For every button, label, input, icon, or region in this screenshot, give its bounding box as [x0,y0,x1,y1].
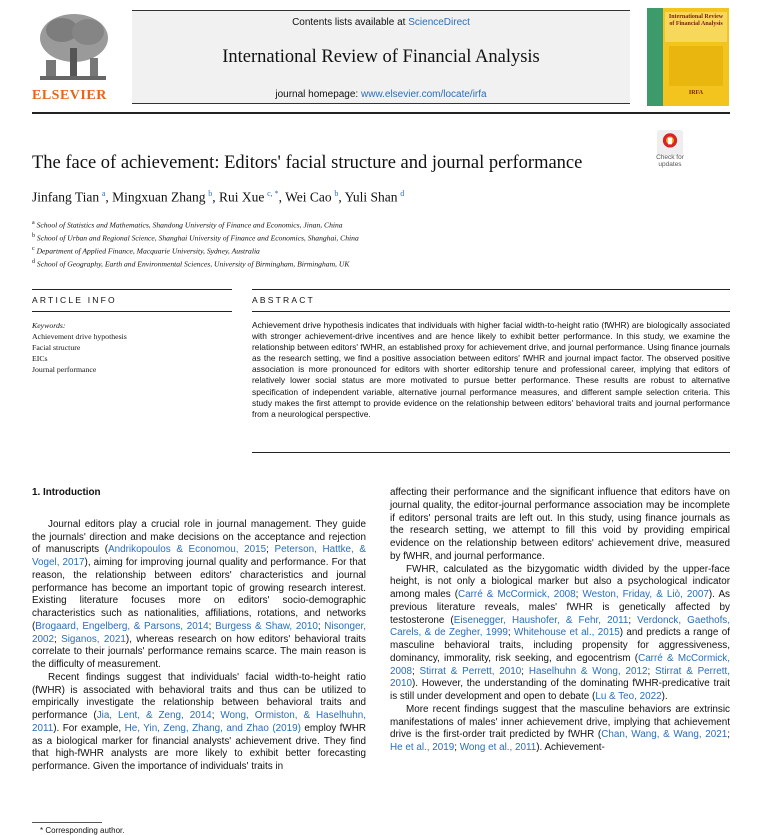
text-run: ; [454,742,460,753]
journal-header [32,8,730,108]
homepage-prefix: journal homepage: [275,89,361,100]
abstract-mid-rule [252,311,730,312]
citation-link[interactable]: Lu & Teo, 2022 [595,691,662,702]
author-affil-mark[interactable]: b [208,189,213,198]
author-affil-mark[interactable]: c, * [267,189,279,198]
check-label-line1: Check for [656,154,684,161]
text-run: ; [628,614,638,626]
text-run: ; [411,665,420,677]
journal-cover [647,8,729,106]
text-run: ; [208,620,216,632]
citation-link[interactable]: Stirrat & Perrett, 2010 [390,665,730,690]
keyword-item: Journal performance [32,365,97,374]
contents-prefix: Contents lists available at [292,17,409,28]
text-run: ; [575,589,583,600]
paragraph: affecting their performance and the significant influence that editors have on journal quality, the editor-journal performance association may be incomplete if editors' personal traits are left out. In this study, using finance journals as the research setting, we attempt to fill this void by providing empirical evidence on the relationship between editors' achievement drive, measured by fWHR, and journal performance. [390,487,730,562]
homepage-link[interactable]: www.elsevier.com/locate/irfa [361,89,487,100]
citation-link[interactable]: Eisenegger, Haushofer, & Fehr, 2011 [453,614,629,626]
citation-link[interactable]: Carré & McCormick, 2008 [458,589,576,600]
citation-link[interactable]: Weston, Friday, & Liò, 2007 [582,589,709,600]
affiliation-item [32,218,359,231]
keyword-item: EICs [32,354,48,363]
affiliation-item [32,244,359,257]
affiliation-mark: a [32,220,35,226]
body-left-column [32,487,366,774]
text-run: ). As previous literature reveals, males' fWHR is genetically affected by testosterone ( [390,589,730,626]
article-info-heading: ARTICLE INFO [32,295,117,305]
info-top-rule [32,289,232,290]
text-run: ) and predicts a range of masculine behavioral traits, including propensity for aggressiveness, dominancy, immorality, risk seeking, and egocentrism ( [390,627,730,664]
citation-link[interactable]: Jia, Lent, & Zeng, 2014 [96,710,212,721]
affiliation-mark: d [32,259,35,266]
citation-link[interactable]: Chan, Wang, & Wang, 2021 [601,729,728,741]
affiliation-text: School of Geography, Earth and Environmental Sciences, University of Birmingham, Birmingham, UK [36,259,350,269]
cover-abbrev: IRFA [688,90,704,96]
paragraph [390,704,730,755]
author-name[interactable]: Wei Cao [285,189,332,205]
citation-link[interactable]: Verdonck, Gaethofs, Carels, & de Zegher, 1999 [390,614,730,639]
text-run: ; [211,710,221,721]
affiliation-mark: b [32,233,35,240]
text-run: ; [266,544,275,556]
article-title: The face of achievement: Editors' facial structure and journal performance [32,153,583,173]
affiliation-item [32,231,359,244]
citation-link[interactable]: He et al., 2019 [390,742,455,753]
citation-link[interactable]: Stirrat & Perrett, 2010 [419,665,522,677]
text-run: employ fWHR as a biological marker for financial analysts' achievement drive. They find that high-fWHR analysts are more likely to exhibit better forecasting performance. Given the importance of individuals' traits in [32,722,366,772]
text-run: More recent findings suggest that the masculine behaviors are extrinsic manifestations of males' inner achievement drive, implying that achievement drive is the first-order trait predicted by fWHR ( [390,703,730,741]
affiliation-text: School of Statistics and Mathematics, Shandong University of Finance and Economics, Jinan, China [36,220,343,230]
text-run: ; [521,665,529,677]
footnote-corresponding-author: * Corresponding author. [40,826,125,835]
footnote-rule [32,822,102,823]
citation-link[interactable]: Andrikopoulos & Economou, 2015 [108,544,267,556]
text-run: ; [507,627,515,639]
paragraph [390,564,730,704]
keywords-block [32,320,127,375]
paragraph [32,519,366,672]
author-name[interactable]: Rui Xue [218,189,265,205]
cover-title: International Review of Financial Analysis [668,14,724,27]
abstract-heading: ABSTRACT [252,295,315,305]
keyword-item: Facial structure [32,343,81,352]
text-run: ). [661,691,668,702]
citation-link[interactable]: Haselhuhn & Wong, 2012 [528,665,648,677]
citation-link[interactable]: Peterson, Hattke, & Vogel, 2017 [32,544,366,568]
text-run: ), whereas research on how editors' behavioral traits correlate to their journals' performance remains scarce. The main reason is the difficulty of measurement. [32,633,366,670]
author-name[interactable]: Mingxuan Zhang [112,189,206,205]
text-run: Journal editors play a crucial role in journal management. They guide the journals' direction and make decisions on the acceptance and rejection of manuscripts ( [32,518,366,556]
citation-link[interactable]: Carré & McCormick, 2008 [390,652,730,677]
abstract-top-rule [252,289,730,290]
citation-link[interactable]: Wong, Ormiston, & Haselhuhn, 2011 [32,710,366,734]
affiliation-text: Department of Applied Finance, Macquarie University, Sydney, Australia [36,246,260,256]
section-heading: 1. Introduction [32,487,101,498]
check-for-updates-icon[interactable] [651,130,689,156]
abstract-text: Achievement drive hypothesis indicates that individuals with higher facial width-to-height ratio (fWHR) are biologically associated with stronger achievement-drive incentives and are hence likely to exhibit better performance. In this study, we examine the relationship between editors' fWHR, an established proxy for achievement drive, and journal performance. Using finance journals as the research setting, we find a positive association between editors' fWHR and journal impact factor. The observed positive association is more pronounced for editors with shorter editorship tenure and professional career, implying that editors of relatively lower social status are more motivated to pursue better performance. These results are robust to alternative specification of independent variable, alternative journal performance measures, and different sample selection criteria. This study makes the first attempt to provide evidence on the relationship between editors' behavioral traits and journal performance from a neurological perspective. [252,320,730,419]
author-affil-mark[interactable]: b [334,189,339,198]
text-run: ; [317,620,325,632]
citation-link[interactable]: Brogaard, Engelberg, & Parsons, 2014 [35,620,209,632]
keywords-label: Keywords: [32,321,66,330]
affiliation-item [32,257,359,270]
text-run: ; [647,665,656,677]
author-name[interactable]: Yuli Shan [344,189,398,205]
text-run: ; [727,729,731,741]
paragraph [32,672,366,774]
body-right-column [390,487,730,755]
text-run: ). However, the understanding of the dominating fWHR-predicative trait is still under development and open to debate ( [390,678,730,702]
author-name[interactable]: Jinfang Tian [32,189,100,205]
citation-link[interactable]: Burgess & Shaw, 2010 [215,620,318,632]
contents-line [132,17,630,28]
publisher-name: ELSEVIER [32,88,107,103]
info-mid-rule [32,311,232,312]
text-run: ; [53,633,62,645]
journal-banner [132,10,630,104]
homepage-line [132,89,630,100]
author-affil-mark[interactable]: a [101,189,106,198]
header-divider [32,112,730,114]
keyword-item: Achievement drive hypothesis [32,332,127,341]
text-run: FWHR, calculated as the bizygomatic width divided by the upper-face height, is not only a biological marker but also a psychological indicator among males ( [390,563,730,600]
text-run: ). For example, [53,722,125,734]
citation-link[interactable]: Nisonger, 2002 [32,620,366,645]
citation-link[interactable]: Whitehouse et al., 2015 [514,627,620,639]
citation-link[interactable]: He, Yin, Zeng, Zhang, and Zhao (2019) [124,722,301,734]
check-label-line2: updates [658,160,682,168]
text-run: ). Achievement- [536,742,605,753]
author-list: Jinfang Tian $^a$, Mingxuan Zhang $^b$, Rui Xue $^{c, *}$, Wei Cao $^b$, Yuli Shan $^d$ [32,189,405,205]
author-affil-mark[interactable]: d [400,189,405,198]
text-run: ), aiming for improving journal quality and performance. For that reason, the relationship between editors' characteristics and journal performance has become an important topic of growing research interest. Existing literature focuses more on editors' socio-demographic characteristics such as nationalities, affiliations, rotations, and networks ( [32,557,366,632]
text-run: Recent findings suggest that individuals' facial width-to-height ratio (fWHR) is associated with behavioral traits and thus can be utilized to empirically investigate the relationship between behavioral traits and performance ( [32,671,366,721]
abstract-bottom-rule [252,452,730,453]
affiliation-text: School of Urban and Regional Science, Shanghai University of Finance and Economics, Shanghai, China [36,233,359,243]
citation-link[interactable]: Siganos, 2021 [61,633,126,645]
journal-name: International Review of Financial Analysis [222,47,540,67]
affiliations [32,218,359,271]
citation-link[interactable]: Wong et al., 2011 [459,742,537,753]
affiliation-mark: c [32,246,35,253]
sciencedirect-link[interactable]: ScienceDirect [408,17,470,28]
check-for-updates-label [646,155,694,169]
